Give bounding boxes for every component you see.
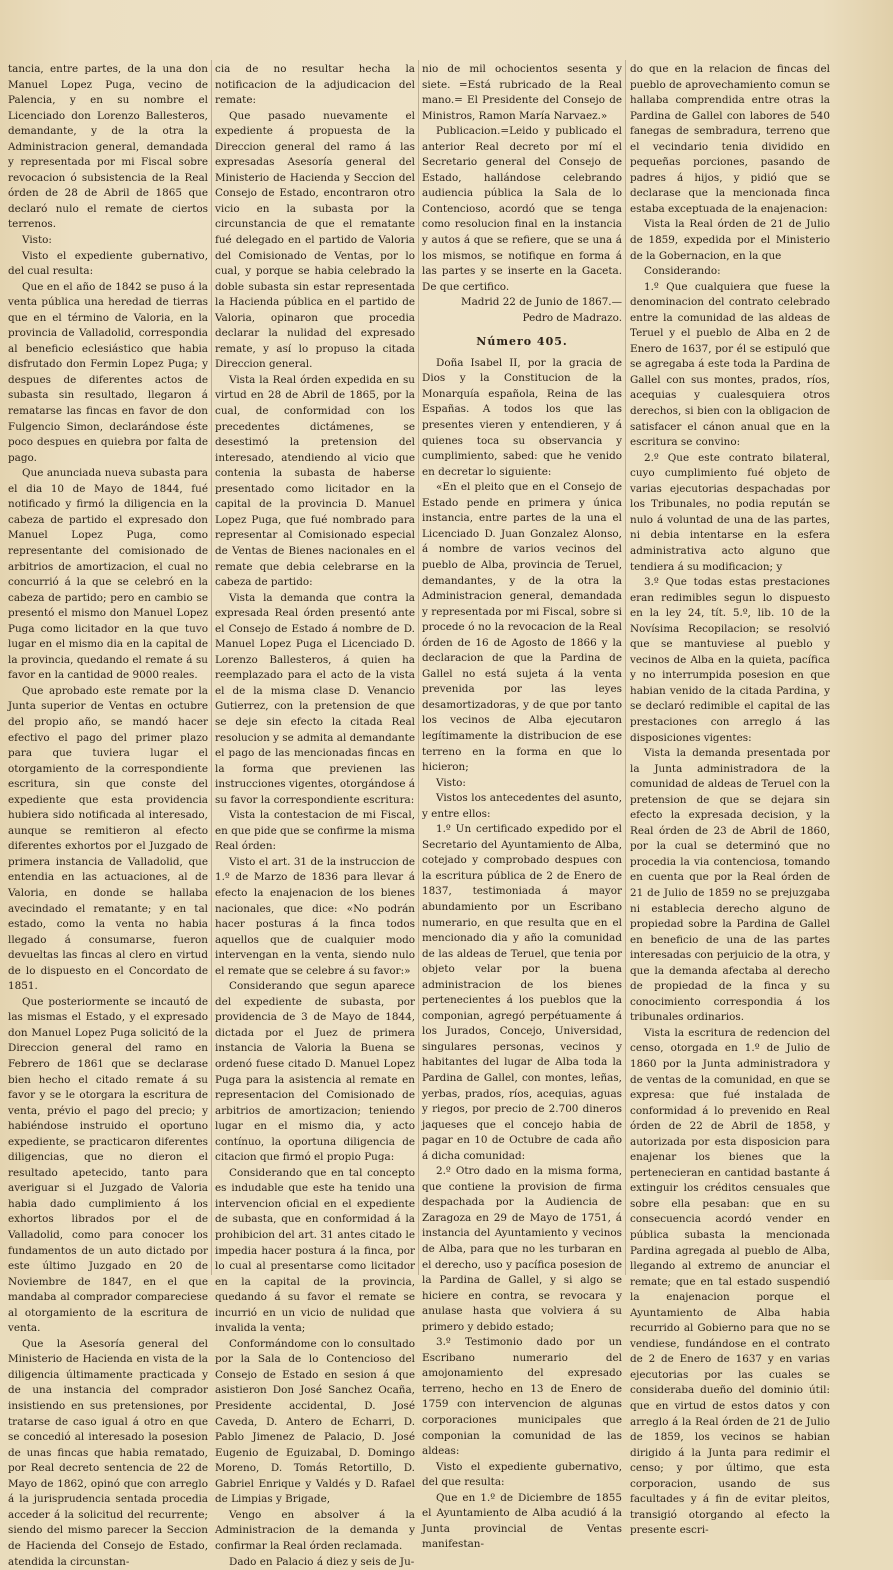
paragraph: Doña Isabel II, por la gracia de Dios y la Constitucion de la Monarquía española, Reina de las Españas. A todos los que las presentes vieren y entendieren, y á quienes toca su observancia y cumplimiento, sabed: que he venido en decretar lo siguiente: [422, 356, 622, 480]
paragraph: Vista la demanda presentada por la Junta administradora de la comunidad de aldeas de Teruel con la pretension de que se dejara sin efecto la expresada decision, y la Real órden de 23 de Abril de 1860, por la cual se determinó que no procedia la via contenciosa, tomando en cuenta que por la Real órden de 21 de Julio de 1859 no se prejuzgaba ni establecia derecho alguno de propiedad sobre la Pardina de Gallel en beneficio de una de las partes interesadas con perjuicio de la otra, y que la demanda afectaba al derecho de propiedad de la finca y su conocimiento correspondia á los tribunales ordinarios. [630, 746, 830, 1026]
paragraph: 2.º Que este contrato bilateral, cuyo cumplimiento fué objeto de varias ejecutorias despachadas por los Tribunales, no podia repután se nulo á voluntad de una de las partes, ni debia intentarse en la esfera administrativa acto alguno que tendiera á su modificacion; y [630, 451, 830, 575]
paragraph: Visto el expediente gubernativo, del que resulta: [422, 1460, 622, 1491]
column-divider [418, 60, 419, 1275]
paragraph: Conformándome con lo consultado por la Sala de lo Contencioso del Consejo de Estado en sesion á que asistieron Don José Sanchez Ocaña, Presidente accidental, D. José Caveda, D. Antero de Echarri, D. Pablo Jimenez de Palacio, D. José Eugenio de Eguizabal, D. Domingo Moreno, D. Tomás Retortillo, D. Gabriel Enrique y Valdés y D. Rafael de Limpias y Brigade, [215, 1337, 415, 1508]
paragraph: 1.º Que cualquiera que fuese la denominacion del contrato celebrado entre la comunidad de las aldeas de Teruel y el pueblo de Alba en 2 de Enero de 1637, por él se estipuló que se agregaba á este toda la Pardina de Gallel con sus montes, prados, ríos, acequias y cualesquiera otros derechos, si bien con la obligacion de satisfacer el cánon anual que en la escritura se convino: [630, 280, 830, 451]
paragraph: Visto: [8, 233, 208, 249]
paragraph: Considerando: [630, 264, 830, 280]
paragraph: nio de mil ochocientos sesenta y siete. =Está rubricado de la Real mano.= El Presidente del Consejo de Ministros, Ramon María Narvaez.» [422, 62, 622, 124]
paragraph: Visto el art. 31 de la instruccion de 1.º de Marzo de 1836 para llevar á efecto la enajenacion de los bienes nacionales, que dice: «No podrán hacer posturas á la finca todos aquellos que de cualquier modo intervengan en la venta, siendo nulo el remate que se celebre á su favor:» [215, 855, 415, 979]
paragraph: Dado en Palacio á diez y seis de Ju- [215, 1555, 415, 1570]
date-signature: Madrid 22 de Junio de 1867.—Pedro de Madrazo. [422, 295, 622, 326]
section-heading: Número 405. [422, 334, 622, 350]
paragraph: 2.º Otro dado en la misma forma, que contiene la provision de firma despachada por la Audiencia de Zaragoza en 29 de Mayo de 1751, á instancia del Ayuntamiento y vecinos de Alba, para que no les turbaran en el derecho, uso y pacífica posesion de la Pardina de Gallel, y si algo se hiciere en contra, se revocara y anulase hasta que volviera á su primero y debido estado; [422, 1164, 622, 1335]
paragraph: Que pasado nuevamente el expediente á propuesta de la Direccion general del ramo á las expresadas Asesoría general del Ministerio de Hacienda y Seccion del Consejo de Estado, encontraron otro vicio en la subasta por la circunstancia de que el rematante fué delegado en el partido de Valoria del Comisionado de Ventas, por lo cual, y porque se habia celebrado la doble subasta sin estar representada la Hacienda pública en el partido de Valoria, opinaron que procedia declarar la nulidad del expresado remate, y así lo propuso la citada Direccion general. [215, 109, 415, 373]
paragraph: Vengo en absolver á la Administracion de la demanda y confirmar la Real órden reclamada. [215, 1508, 415, 1555]
paragraph: Considerando que segun aparece del expediente de subasta, por providencia de 3 de Mayo de 1844, dictada por el Juez de primera instancia de Valoria la Buena se ordenó fuese citado D. Manuel Lopez Puga para la asistencia al remate en representacion del Comisionado de arbitrios de amortizacion; teniendo lugar en el mismo dia, y acto contínuo, la oportuna diligencia de citacion que firmó el propio Puga: [215, 979, 415, 1166]
paragraph: tancia, entre partes, de la una don Manuel Lopez Puga, vecino de Palencia, y en su nombre el Licenciado don Lorenzo Ballesteros, demandante, y de la otra la Administracion general, demandada y representada por mi Fiscal sobre revocacion ó subsistencia de la Real órden de 28 de Abril de 1865 que declaró nulo el remate de ciertos terrenos. [8, 62, 208, 233]
paragraph: Considerando que en tal concepto es indudable que este ha tenido una intervencion oficial en el expediente de subasta, que en conformidad á la prohibicion del art. 31 antes citado le impedia hacer postura á la finca, por lo cual al presentarse como licitador en la capital de la provincia, quedando á su favor el remate se incurrió en un vicio de nulidad que invalida la venta; [215, 1166, 415, 1337]
paragraph: Vistos los antecedentes del asunto, y entre ellos: [422, 791, 622, 822]
paragraph: 1.º Un certificado expedido por el Secretario del Ayuntamiento de Alba, cotejado y comprobado despues con la escritura pública de 2 de Enero de 1837, testimoniada á mayor abundamiento por un Escribano numerario, en que resulta que en el mencionado dia y año la comunidad de las aldeas de Teruel, que tenia por objeto velar por la buena administracion de los bienes pertenecientes á los pueblos que la componian, agregó perpétuamente á los Jurados, Concejo, Universidad, singulares personas, vecinos y habitantes del lugar de Alba toda la Pardina de Gallel, con montes, leñas, yerbas, prados, ríos, acequias, aguas y riegos, por precio de 2.700 dineros jaqueses que el concejo habia de pagar en 10 de Octubre de cada año á dicha comunidad: [422, 822, 622, 1164]
paragraph: Visto el expediente gubernativo, del cual resulta: [8, 249, 208, 280]
paragraph: Que la Asesoría general del Ministerio de Hacienda en vista de la diligencia últimamente practicada y de una instancia del comprador insistiendo en sus pretensiones, por tratarse de caso igual á otro en que se concedió al interesado la posesion de unas fincas que habia rematado, por Real decreto sentencia de 22 de Mayo de 1862, opinó que con arreglo á la jurisprudencia sentada procedia acceder á la solicitud del recurrente; siendo del mismo parecer la Seccion de Hacienda del Consejo de Estado, atendida la circunstan- [8, 1337, 208, 1570]
paragraph: Publicacion.=Leido y publicado el anterior Real decreto por mí el Secretario general del Consejo de Estado, hallándose celebrando audiencia pública la Sala de lo Contencioso, acordó que se tenga como resolucion final en la instancia y autos á que se refiere, que se una á los mismos, se notifique en forma á las partes y se inserte en la Gaceta. De que certifico. [422, 124, 622, 295]
paragraph: Vista la contestacion de mi Fiscal, en que pide que se confirme la misma Real órden: [215, 808, 415, 855]
paragraph: Vista la Real órden de 21 de Julio de 1859, expedida por el Ministerio de la Gobernacion, en la que [630, 217, 830, 264]
paragraph: Vista la Real órden expedida en su virtud en 28 de Abril de 1865, por la cual, de conformidad con los precedentes dictámenes, se desestimó la pretension del interesado, atendiendo al vicio que contenia la subasta de haberse presentado como licitador en la capital de la provincia D. Manuel Lopez Puga, que fué nombrado para representar al Comisionado especial de Ventas de Bienes nacionales en el remate que debia celebrarse en la cabeza de partido: [215, 373, 415, 591]
column-divider [625, 60, 626, 1275]
paragraph: Que en el año de 1842 se puso á la venta pública una heredad de tierras que en el término de Valoria, en la provincia de Valladolid, correspondia al beneficio eclesiástico que habia disfrutado don Fermin Lopez Puga; y despues de diferentes actos de subasta sin resultado, llegaron á rematarse las fincas en favor de don Fulgencio Simon, declarándose éste poco despues en quiebra por falta de pago. [8, 280, 208, 467]
paragraph: 3.º Que todas estas prestaciones eran redimibles segun lo dispuesto en la ley 24, tít. 5.º, lib. 10 de la Novísima Recopilacion; se resolvió que se mantuviese al pueblo y vecinos de Alba en la quieta, pacífica y no interrumpida posesion en que habian venido de la citada Pardina, y se declaró redimible el capital de las prestaciones con arreglo á las disposiciones vigentes: [630, 575, 830, 746]
paragraph: do que en la relacion de fincas del pueblo de aprovechamiento comun se hallaba comprendida entre otras la Pardina de Gallel con labores de 540 fanegas de sembradura, terreno que el vecindario tenia dividido en pequeñas porciones, pasando de padres á hijos, y pidió que se declarase que la mencionada finca estaba exceptuada de la enajenacion: [630, 62, 830, 217]
column-1 [8, 62, 208, 1272]
paragraph: Que en 1.º de Diciembre de 1855 el Ayuntamiento de Alba acudió á la Junta provincial de Ventas manifestan- [422, 1491, 622, 1553]
paragraph: Que aprobado este remate por la Junta superior de Ventas en octubre del propio año, se mandó hacer efectivo el pago del primer plazo para que tuviera lugar el otorgamiento de la correspondiente escritura, sin que conste del expediente que esta providencia hubiera sido notificada al interesado, aunque se remitieron al efecto diferentes exhortos por el Juzgado de primera instancia de Valladolid, que entendia en las actuaciones, al de Valoria, en donde se hallaba avecindado el rematante; y en tal estado, como la venta no habia llegado á consumarse, fueron devueltas las fincas al clero en virtud de lo dispuesto en el Concordato de 1851. [8, 684, 208, 995]
paragraph: Que posteriormente se incautó de las mismas el Estado, y el expresado don Manuel Lopez Puga solicitó de la Direccion general del ramo en Febrero de 1861 que se declarase bien hecho el citado remate á su favor y se le otorgara la escritura de venta, prévio el pago del precio; y habiéndose instruido el oportuno expediente, se practicaron diferentes diligencias, que no dieron el resultado apetecido, tanto para averiguar si el Juzgado de Valoria habia dado cumplimiento á los exhortos librados por el de Valladolid, como para conocer los fundamentos de un auto dictado por este último Juzgado en 20 de Noviembre de 1847, en el que mandaba al comprador compareciese al otorgamiento de la escritura de venta. [8, 995, 208, 1337]
column-2 [215, 62, 415, 1272]
paragraph: Visto: [422, 776, 622, 792]
column-divider [211, 60, 212, 1275]
paragraph: Vista la demanda que contra la expresada Real órden presentó ante el Consejo de Estado á nombre de D. Manuel Lopez Puga el Licenciado D. Lorenzo Ballesteros, á quien ha reemplazado para el acto de la vista el de la misma clase D. Venancio Gutierrez, con la pretension de que se deje sin efecto la citada Real resolucion y se admita al demandante el pago de las mencionadas fincas en la forma que previenen las instrucciones vigentes, otorgándose á su favor la correspondiente escritura: [215, 591, 415, 809]
column-3 [422, 62, 622, 1272]
paragraph: 3.º Testimonio dado por un Escribano numerario del amojonamiento del expresado terreno, hecho en 13 de Enero de 1759 con intervencion de algunas corporaciones municipales que componian la comunidad de las aldeas: [422, 1335, 622, 1459]
paragraph: Que anunciada nueva subasta para el dia 10 de Mayo de 1844, fué notificado y firmó la diligencia en la cabeza de partido el expresado don Manuel Lopez Puga, como representante del comisionado de arbitrios de amortizacion, el cual no concurrió á la que se celebró en la cabeza de partido; pero en cambio se presentó el mismo don Manuel Lopez Puga como licitador en la que tuvo lugar en el mismo dia en la capital de la provincia, quedando el remate á su favor en la cantidad de 9000 reales. [8, 466, 208, 684]
paragraph: «En el pleito que en el Consejo de Estado pende en primera y única instancia, entre partes de la una el Licenciado D. Juan Gonzalez Alonso, á nombre de varios vecinos del pueblo de Alba, provincia de Teruel, demandantes, y de la otra la Administracion general, demandada y representada por mi Fiscal, sobre si procede ó no la revocacion de la Real órden de 16 de Agosto de 1866 y la declaracion de que la Pardina de Gallel no está sujeta á la venta prevenida por las leyes desamortizadoras, y de que por tanto los vecinos de Alba ejecutaron legítimamente la distribucion de ese terreno en la forma en que lo hicieron; [422, 480, 622, 775]
paragraph: cia de no resultar hecha la notificacion de la adjudicacion del remate: [215, 62, 415, 109]
paragraph: Vista la escritura de redencion del censo, otorgada en 1.º de Julio de 1860 por la Junta administradora y de ventas de la comunidad, en que se expresa: que fué instalada de conformidad á lo prevenido en Real órden de 22 de Abril de 1858, y autorizada por esta disposicion para enajenar los bienes que la pertenecieran en cantidad bastante á extinguir los créditos censuales que sobre ella pesaban: que en su consecuencia acordó vender en pública subasta la mencionada Pardina agregada al pueblo de Alba, llegando al extremo de anunciar el remate; que en tal estado suspendió la enajenacion porque el Ayuntamiento de Alba habia recurrido al Gobierno para que no se vendiese, fundándose en el contrato de 2 de Enero de 1637 y en varias ejecutorias por las cuales se consideraba dueño del dominio útil: que en virtud de estos datos y con arreglo á la Real órden de 21 de Julio de 1859, los vecinos se habian dirigido á la Junta para redimir el censo; y por último, que esta corporacion, usando de sus facultades y á fin de evitar pleitos, transigió otorgando al efecto la presente escri- [630, 1026, 830, 1539]
column-4 [630, 62, 830, 1272]
